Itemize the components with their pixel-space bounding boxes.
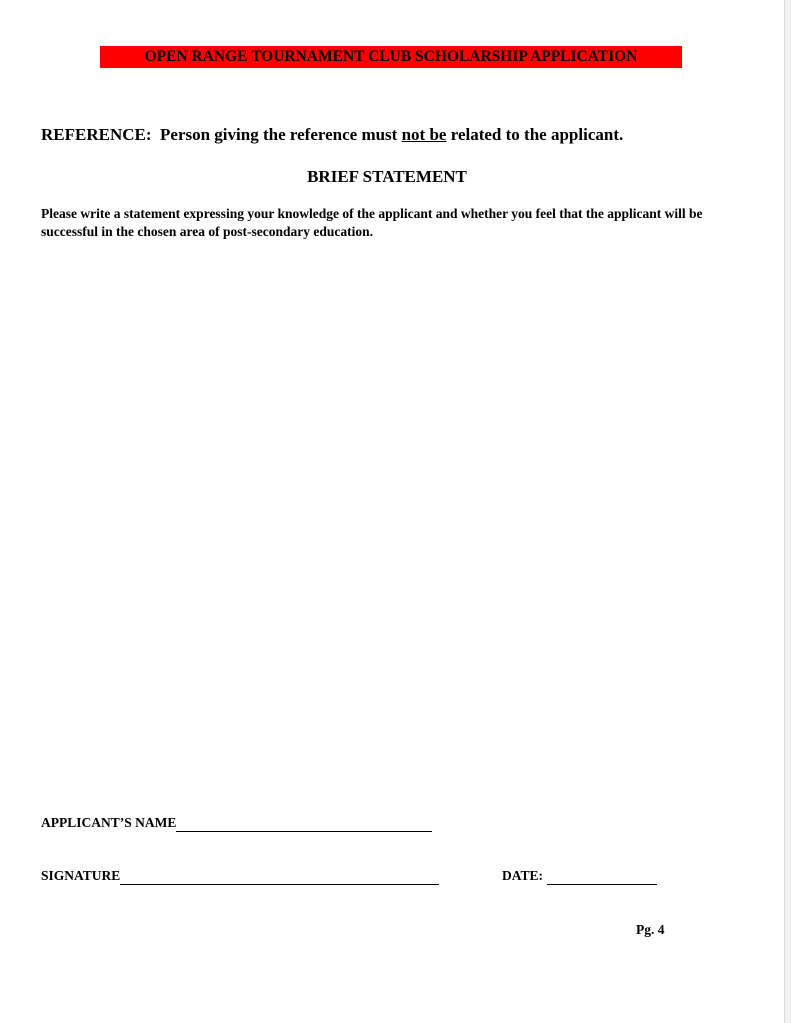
reference-text-before: Person giving the reference must: [160, 125, 398, 144]
date-label: DATE:: [502, 868, 544, 883]
signature-field: [41, 867, 439, 885]
signature-line[interactable]: [120, 868, 439, 885]
title-banner: OPEN RANGE TOURNAMENT CLUB SCHOLARSHIP APPLICATION: [100, 46, 682, 68]
date-line[interactable]: [547, 868, 657, 885]
applicant-name-line[interactable]: [176, 815, 432, 832]
applicant-name-label: APPLICANT’S NAME: [41, 815, 177, 830]
statement-writing-area[interactable]: [41, 250, 731, 790]
signature-label: SIGNATURE: [41, 868, 121, 883]
page-gutter: [785, 0, 791, 1023]
reference-note: [41, 124, 623, 146]
reference-text-after: related to the applicant.: [450, 125, 624, 144]
reference-emphasis: not be: [401, 125, 447, 144]
page-number: Pg. 4: [636, 922, 665, 937]
statement-instructions: Please write a statement expressing your knowledge of the applicant and whether you feel that the applicant will be successful in the chosen area of post-secondary education.: [41, 206, 703, 239]
applicant-name-field: [41, 814, 432, 832]
date-field: [502, 867, 657, 885]
section-heading: BRIEF STATEMENT: [307, 167, 467, 186]
reference-label: REFERENCE:: [41, 125, 152, 144]
